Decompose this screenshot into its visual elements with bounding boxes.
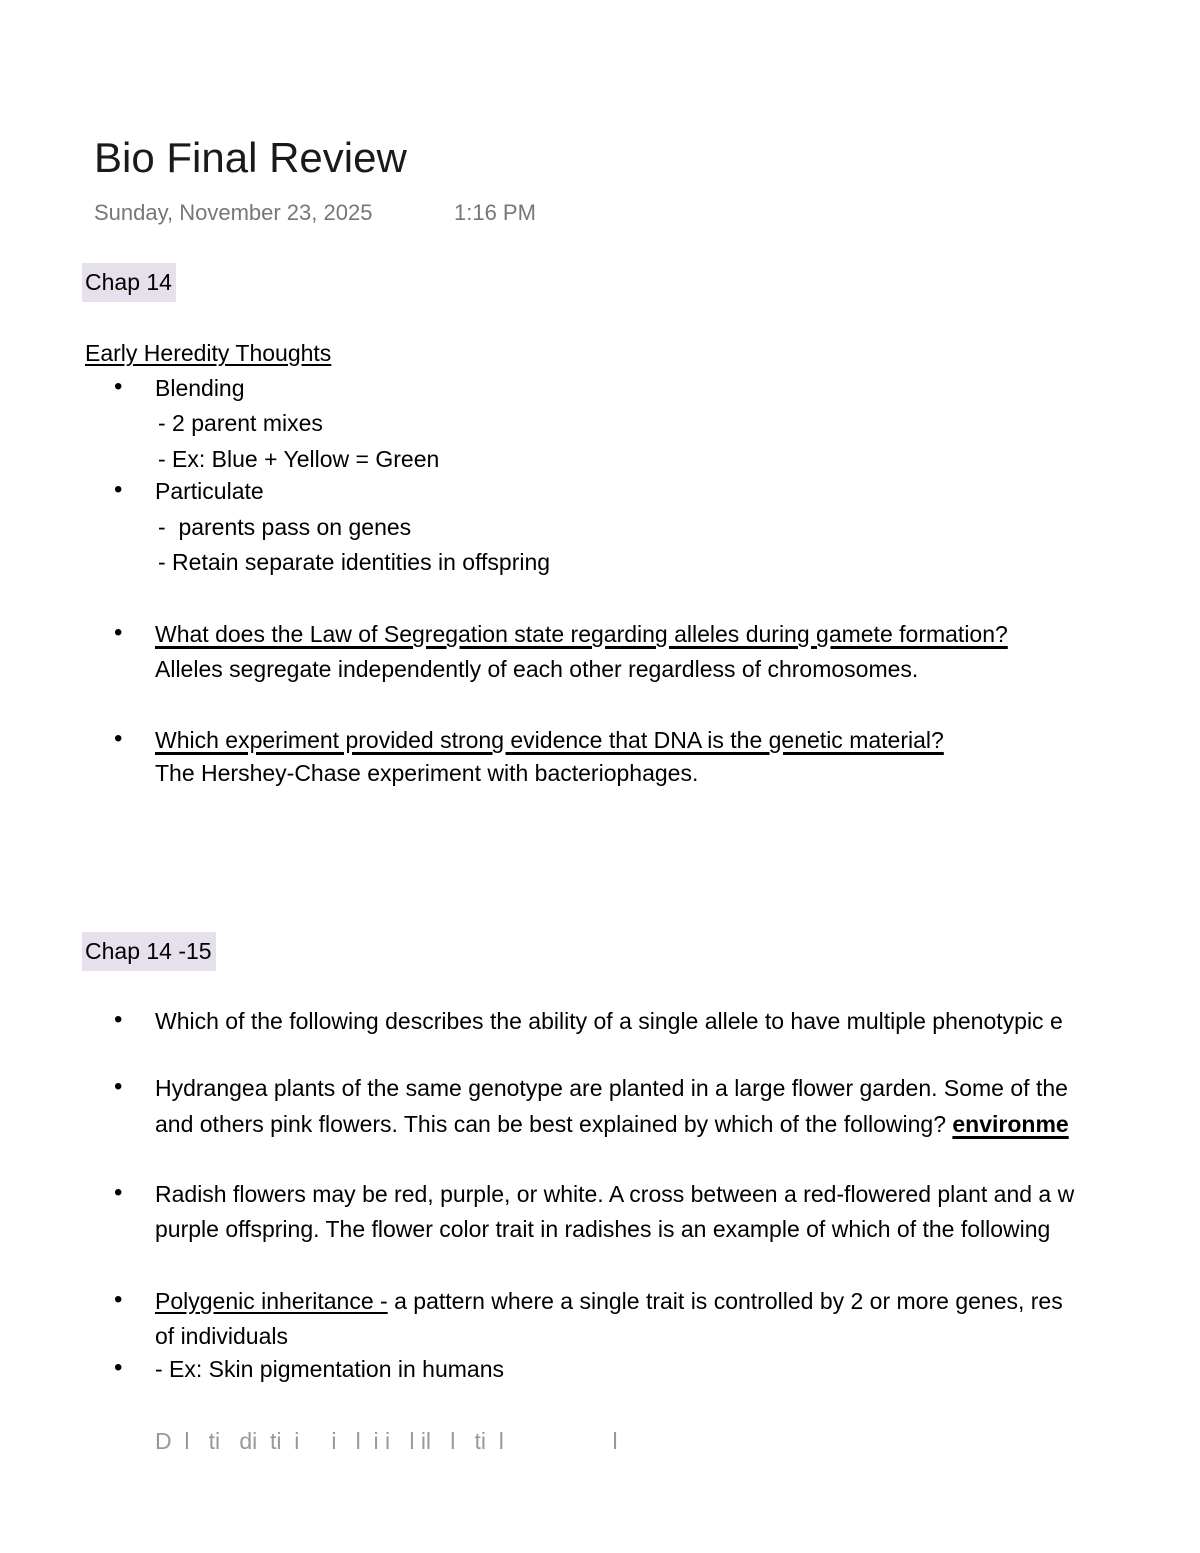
- list-item-particulate: Particulate: [155, 478, 264, 504]
- hydrangea-answer: environme: [952, 1111, 1069, 1137]
- list-item-hydrangea-line2: [155, 1109, 1069, 1139]
- list-item-polygenic-line2: of individuals: [155, 1323, 288, 1349]
- bullet-icon: •: [114, 619, 123, 646]
- list-item-skin-pigmentation: - Ex: Skin pigmentation in humans: [155, 1356, 505, 1382]
- hydrangea-question-text: and others pink flowers. This can be best explained by which of the following?: [155, 1111, 953, 1137]
- sub-item-particulate-2: - Retain separate identities in offspring: [158, 549, 551, 575]
- bullet-icon: •: [114, 1073, 123, 1100]
- list-item-radish-line1: Radish flowers may be red, purple, or white. A cross between a red-flowered plant and a w: [155, 1181, 1075, 1207]
- question-dna-experiment: Which experiment provided strong evidence that DNA is the genetic material?: [155, 727, 944, 753]
- answer-law-of-segregation: Alleles segregate independently of each other regardless of chromosomes.: [155, 656, 919, 682]
- page-date: Sunday, November 23, 2025: [94, 200, 373, 225]
- bullet-icon: •: [114, 1179, 123, 1206]
- bullet-icon: •: [114, 725, 123, 752]
- bullet-icon: •: [114, 1006, 123, 1033]
- list-item-pleiotropy-question: Which of the following describes the ability of a single allele to have multiple phenotypic e: [155, 1008, 1063, 1034]
- list-item-blending: Blending: [155, 375, 245, 401]
- polygenic-definition: a pattern where a single trait is controlled by 2 or more genes, res: [387, 1288, 1063, 1314]
- list-item-hydrangea-line1: Hydrangea plants of the same genotype are planted in a large flower garden. Some of the: [155, 1075, 1068, 1101]
- answer-dna-experiment: The Hershey-Chase experiment with bacteriophages.: [155, 760, 699, 786]
- polygenic-dash: -: [380, 1288, 388, 1314]
- section-tag-chap-14-15: Chap 14 -15: [82, 932, 216, 971]
- bullet-icon: •: [114, 476, 123, 503]
- page-time: 1:16 PM: [454, 200, 536, 225]
- bullet-icon: •: [114, 1354, 123, 1381]
- bullet-icon: •: [114, 373, 123, 400]
- sub-item-particulate-1: - parents pass on genes: [158, 514, 412, 540]
- section-heading-early-heredity: Early Heredity Thoughts: [85, 340, 332, 366]
- bullet-icon: •: [114, 1286, 123, 1313]
- list-item-radish-line2: purple offspring. The flower color trait in radishes is an example of which of the following: [155, 1216, 1051, 1242]
- section-tag-chap-14: Chap 14: [82, 263, 176, 302]
- question-law-of-segregation: What does the Law of Segregation state regarding alleles during gamete formation?: [155, 621, 1008, 647]
- cutoff-text-line: D l ti di ti i i l i i l il l ti l l: [155, 1428, 618, 1454]
- sub-item-blending-1: - 2 parent mixes: [158, 410, 323, 436]
- page-title: Bio Final Review: [94, 134, 407, 181]
- sub-item-blending-2: - Ex: Blue + Yellow = Green: [158, 446, 440, 472]
- polygenic-term: Polygenic inheritance: [155, 1288, 381, 1314]
- list-item-polygenic-line1: [155, 1286, 1063, 1316]
